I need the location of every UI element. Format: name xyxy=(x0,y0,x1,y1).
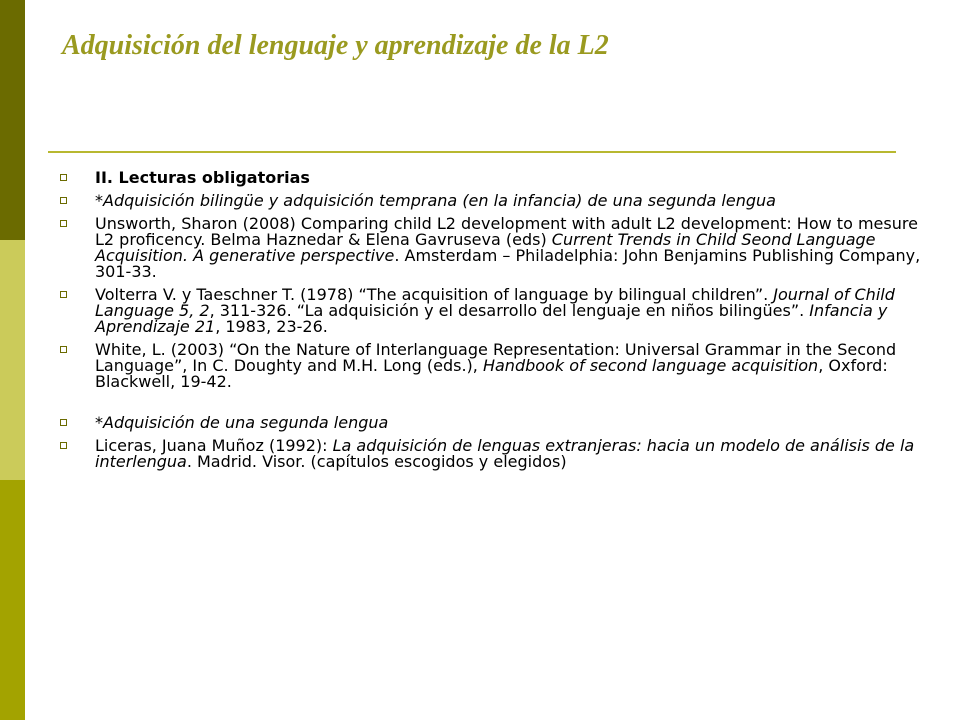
list-item xyxy=(58,287,928,335)
reference-italic-text: La adquisición de lenguas extranjeras: hacia un modelo de análisis de la interlengua xyxy=(95,436,915,471)
list-item xyxy=(58,342,928,390)
reference-text: Liceras, Juana Muñoz (1992): xyxy=(95,436,333,455)
reference-text: . Madrid. Visor. (capítulos escogidos y elegidos) xyxy=(186,452,567,471)
square-bullet-icon xyxy=(60,419,67,426)
subsection-heading: *Adquisición bilingüe y adquisición temprana (en la infancia) de una segunda lengua xyxy=(95,191,776,210)
reference-text: . Amsterdam – Philadelphia: John Benjamins Publishing Company, 301-33. xyxy=(95,246,921,281)
reference-text: Unsworth, Sharon (2008) Comparing child L2 development with adult L2 development: How to mesure L2 proficency. Belma Haznedar & Elena Gavruseva (eds) xyxy=(95,214,918,249)
list-item xyxy=(58,216,928,280)
list-item xyxy=(58,193,928,209)
slide-title: Adquisición del lenguaje y aprendizaje de la L2 xyxy=(62,30,609,61)
reference-text: , Oxford: Blackwell, 19-42. xyxy=(95,356,888,391)
bullet-list xyxy=(58,170,928,477)
reference-italic-text: Handbook of second language acquisition xyxy=(482,356,819,375)
section-heading: II. Lecturas obligatorias xyxy=(95,168,310,187)
square-bullet-icon xyxy=(60,291,67,298)
square-bullet-icon xyxy=(60,220,67,227)
reference-italic-text: Infancia y Aprendizaje 21 xyxy=(95,301,888,336)
reference-text: Volterra V. y Taeschner T. (1978) “The acquisition of language by bilingual children”. xyxy=(95,285,774,304)
side-band-middle xyxy=(0,240,25,480)
square-bullet-icon xyxy=(60,197,67,204)
list-item xyxy=(58,438,928,470)
square-bullet-icon xyxy=(60,174,67,181)
side-band-bottom xyxy=(0,480,25,720)
list-item xyxy=(58,415,928,431)
reference-text: , 1983, 23-26. xyxy=(215,317,328,336)
reference-italic-text: Current Trends in Child Seond Language Acquisition. A generative perspective xyxy=(95,230,876,265)
reference-text: , 311-326. “La adquisición y el desarrollo del lenguaje en niños bilingües”. xyxy=(209,301,810,320)
title-divider xyxy=(48,151,896,153)
side-band-top xyxy=(0,0,25,240)
square-bullet-icon xyxy=(60,442,67,449)
list-item xyxy=(58,170,928,186)
reference-italic-text: Journal of Child Language 5, 2 xyxy=(95,285,895,320)
reference-text: White, L. (2003) “On the Nature of Interlanguage Representation: Universal Grammar in the Second Language”, In C. Doughty and M.H. Long (eds.), xyxy=(95,340,897,375)
subsection-heading: *Adquisición de una segunda lengua xyxy=(95,413,389,432)
square-bullet-icon xyxy=(60,346,67,353)
